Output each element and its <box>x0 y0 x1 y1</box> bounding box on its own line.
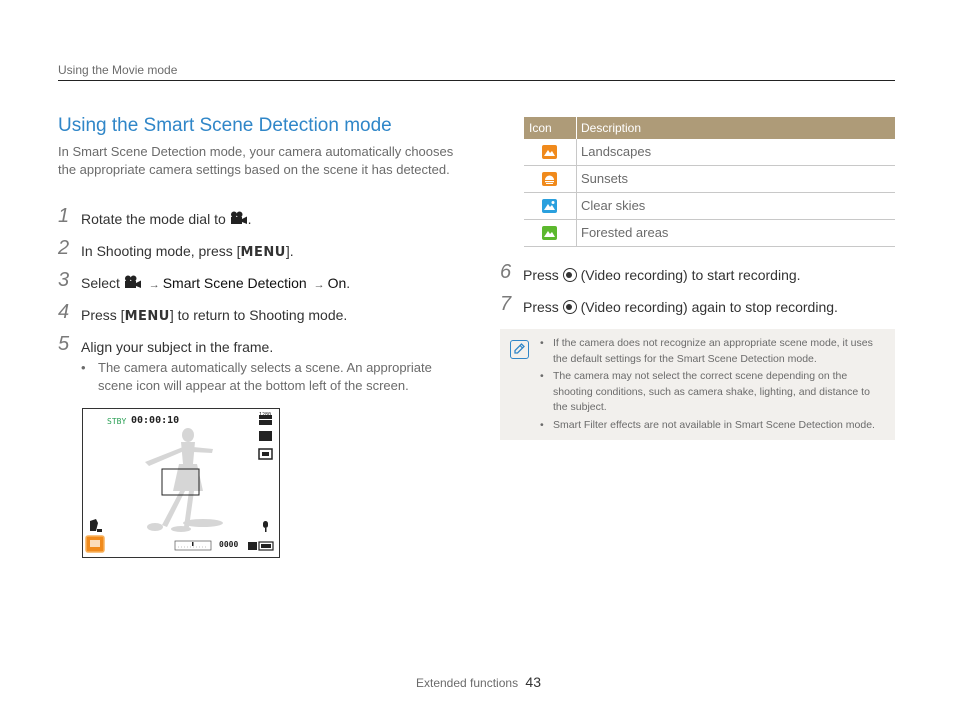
note-item: • The camera may not select the correct scene depending on the shooting conditions, such as camera shake, lighting, and distance to the subject. <box>540 370 870 413</box>
step-number: 6 <box>500 261 512 283</box>
table-row <box>524 166 895 193</box>
step-text-end: ] to return to Shooting mode. <box>169 307 348 323</box>
clear-sky-icon <box>542 199 557 213</box>
step-text: Press <box>523 267 559 283</box>
shot-counter: 0000 <box>219 540 239 549</box>
note-box <box>500 329 895 440</box>
standby-label: STBY <box>107 417 127 426</box>
step-text: Align your subject in the frame. <box>81 339 274 355</box>
record-button-icon <box>563 268 577 282</box>
step-text-end: (Video recording) again to stop recording. <box>580 299 838 315</box>
menu-option: Smart Scene Detection <box>162 275 307 291</box>
note-item: • Smart Filter effects are not available in Smart Scene Detection mode. <box>540 418 875 431</box>
step-text: Rotate the mode dial to <box>81 211 226 227</box>
arrow-icon: → <box>313 279 325 291</box>
sunset-icon <box>542 172 557 186</box>
bullet-dot: • <box>81 360 86 375</box>
step-number: 2 <box>58 237 70 259</box>
forest-icon <box>542 226 557 240</box>
column-header-icon: Icon <box>529 121 552 135</box>
step-number: 1 <box>58 205 70 227</box>
record-button-icon <box>563 300 577 314</box>
menu-key-label: MENU <box>240 245 286 260</box>
table-cell-description: Sunsets <box>581 171 628 186</box>
step-text-end: (Video recording) to start recording. <box>580 267 801 283</box>
column-header-description: Description <box>581 121 642 135</box>
note-text: Smart Filter effects are not available in Smart Scene Detection mode. <box>553 418 875 431</box>
table-row <box>524 193 895 220</box>
step-text: Press [ <box>81 307 125 323</box>
table-cell-description: Forested areas <box>581 225 669 240</box>
header-divider <box>58 80 895 81</box>
page-number: 43 <box>525 674 541 690</box>
step-text: In Shooting mode, press [ <box>81 243 241 259</box>
movie-camera-icon <box>124 275 142 288</box>
note-text: If the camera does not recognize an appropriate scene mode, it uses the default settings for the Smart Scene Detection mode. <box>553 337 873 365</box>
step-number: 3 <box>58 269 70 291</box>
note-item: • If the camera does not recognize an appropriate scene mode, it uses the default settings for the Smart Scene Detection mode. <box>540 337 873 365</box>
note-pencil-icon <box>510 340 529 359</box>
note-text: The camera may not select the correct scene depending on the shooting conditions, such as camera shake, lighting, and distance to the subject. <box>553 370 870 413</box>
scene-icon-table <box>524 117 895 247</box>
table-cell-description: Landscapes <box>581 144 652 159</box>
table-cell-description: Clear skies <box>581 198 646 213</box>
step-text-end: ]. <box>285 243 294 259</box>
table-header <box>524 117 895 139</box>
menu-key-label: MENU <box>124 309 170 324</box>
footer-section-label: Extended functions <box>416 676 519 690</box>
camera-screen-illustration <box>82 408 280 558</box>
dancer-silhouette <box>145 428 223 532</box>
running-header: Using the Movie mode <box>58 63 178 77</box>
intro-paragraph: In Smart Scene Detection mode, your camera automatically chooses the appropriate camera settings based on the scene it has detected. <box>58 144 454 177</box>
step-number: 4 <box>58 301 70 323</box>
step-number: 5 <box>58 333 70 355</box>
landscape-icon <box>542 145 557 159</box>
section-title: Using the Smart Scene Detection mode <box>58 115 392 136</box>
page-footer <box>416 674 541 690</box>
step-text: Press <box>523 299 559 315</box>
step-text-end: . <box>346 275 351 291</box>
note-list <box>540 336 885 435</box>
sub-bullet-text: The camera automatically selects a scene. An appropriate scene icon will appear at the bottom left of the screen. <box>98 360 432 393</box>
step-text-end: . <box>247 211 252 227</box>
resolution-label: 1280 <box>259 412 272 418</box>
menu-option-value: On <box>327 275 347 291</box>
recording-time: 00:00:10 <box>131 415 180 426</box>
table-row <box>524 139 895 166</box>
step-number: 7 <box>500 293 512 315</box>
arrow-icon: → <box>148 279 160 291</box>
step-text: Select <box>81 275 120 291</box>
movie-camera-icon <box>230 211 248 224</box>
table-row <box>524 220 895 247</box>
